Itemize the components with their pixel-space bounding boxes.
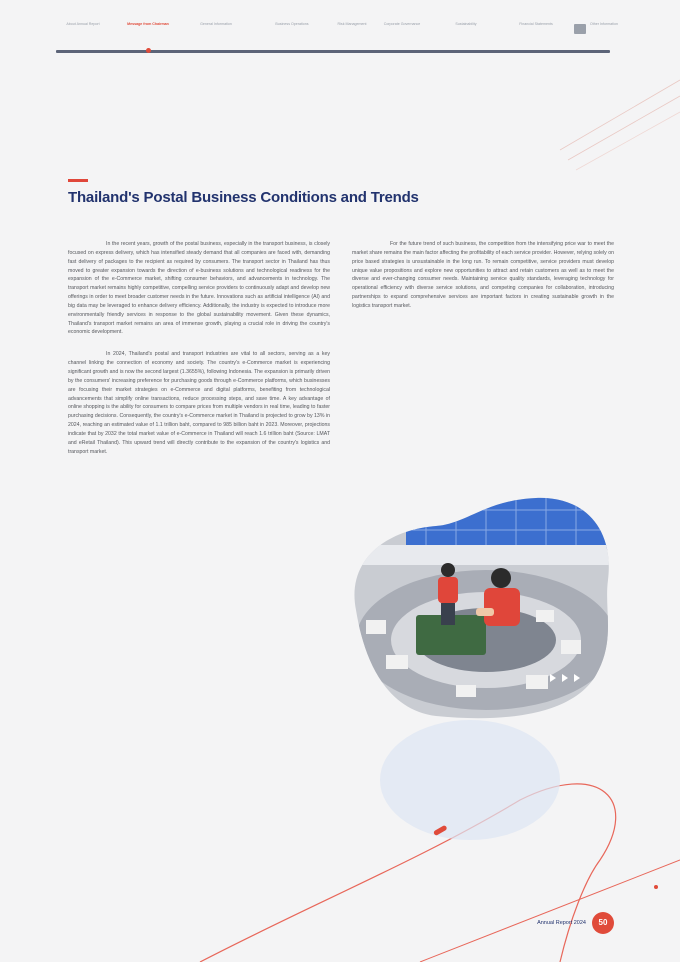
nav-item-financial[interactable]: Financial Statements: [519, 22, 553, 26]
nav-item-risk[interactable]: Risk Management: [337, 22, 367, 26]
deco-blue-glow: [380, 720, 560, 840]
page-title: Thailand's Postal Business Conditions and Trends: [68, 189, 419, 206]
nav-progress-line: [56, 50, 610, 53]
home-icon[interactable]: [574, 24, 586, 34]
right-column: [352, 240, 614, 324]
nav-item-message[interactable]: Message from Chairman: [127, 22, 169, 26]
nav-item-sustainability[interactable]: Sustainability: [455, 22, 477, 26]
deco-dot: [654, 885, 658, 889]
right-paragraph-1: For the future trend of such business, the competition from the intensifying price war to meet the market share remains the main factor affecting the profitability of each service provider. However, relying solely on price based strategies is unsustainable in the long run. To remain competitive, service providers must develop unique value propositions and explore new opportunities to attract and retain customers as well as to meet the diverse and ever-changing consumer needs. Maintaining service quality standards, leveraging technology for operational efficiency with diverse service solutions, and competing companies for collaboration, introducing partnerships to expand comprehensive services are important factors in creating sustainable growth in the logistics transport market.: [352, 241, 614, 309]
nav-item-governance[interactable]: Corporate Governance: [383, 22, 421, 26]
deco-capsule: [433, 825, 448, 836]
nav-active-marker: [146, 48, 151, 53]
left-column: [68, 240, 330, 469]
nav-item-business[interactable]: Business Operations: [275, 22, 309, 26]
deco-curve-red-2: [420, 860, 680, 962]
deco-stripe-top-3: [576, 112, 680, 170]
nav-item-general[interactable]: General Information: [200, 22, 232, 26]
top-navigation: [56, 20, 618, 54]
left-paragraph-1: In the recent years, growth of the postal business, especially in the transport business, is closely focused on express delivery, which has intensified steady demand that all companies are faced with, demanding fast delivery of packages to the recipient as required by consumers. The transport sector in Thailand has thus moved to greater expansion towards the direction of e-business solutions and technological readiness for the expansion of the e-Commerce market, shifting consumer behaviors, and advancements in technology. The transport market remains highly competitive, compelling service providers to continuously adapt and develop new offerings in order to meet broader customer needs in the future. Innovations such as artificial intelligence (AI) and big data may be leveraged to enhance delivery efficiency. Additionally, the industry is expected to introduce more environmentally friendly services in response to the global sustainability movement. Given these dynamics, Thailand's transport market remains an area of immense growth, playing a crucial role in driving the country's economic development.: [68, 241, 330, 336]
footer-report-label: Annual Report 2024: [537, 920, 586, 926]
nav-item-other[interactable]: Other Information: [590, 22, 618, 26]
deco-stripe-top-2: [568, 96, 680, 160]
page-number-badge: 50: [592, 912, 614, 934]
title-accent-bar: [68, 179, 88, 182]
sorting-facility-photo: [346, 490, 612, 722]
photo-ceiling-panels: [406, 490, 612, 550]
nav-item-about[interactable]: About Annual Report: [66, 22, 100, 26]
deco-curve-red: [200, 784, 616, 962]
deco-stripe-top: [560, 80, 680, 150]
left-paragraph-2: In 2024, Thailand's postal and transport industries are vital to all sectors, serving as a key channel linking the connection of economy and society. The country's e-Commerce market is experiencing significant growth and is now the second largest (1.3655%), following Indonesia. The expansion is primarily driven by the consumers' increasing preference for purchasing goods through e-Commerce platforms, which businesses are focusing their market strategies on e-Commerce and digital platforms, benefiting from technological advancements that simplify online transactions, reduce processing steps, and save time. A key advantage of online shopping is the ability for consumers to compare prices from multiple vendors in real time, leading to faster purchasing decisions. Consequently, the country's e-Commerce market in Thailand is projected to grow by 13% in 2024, reaching an estimated value of 1.1 trillion baht, compared to 985 billion baht in 2023. Moreover, projections indicate that by 2032 the total market value of e-Commerce in Thailand will reach 1.6 trillion baht (Source: LMAT and eRetail Thailand). This upward trend will directly contribute to the expansion of the country's logistics and transport market.: [68, 351, 330, 455]
